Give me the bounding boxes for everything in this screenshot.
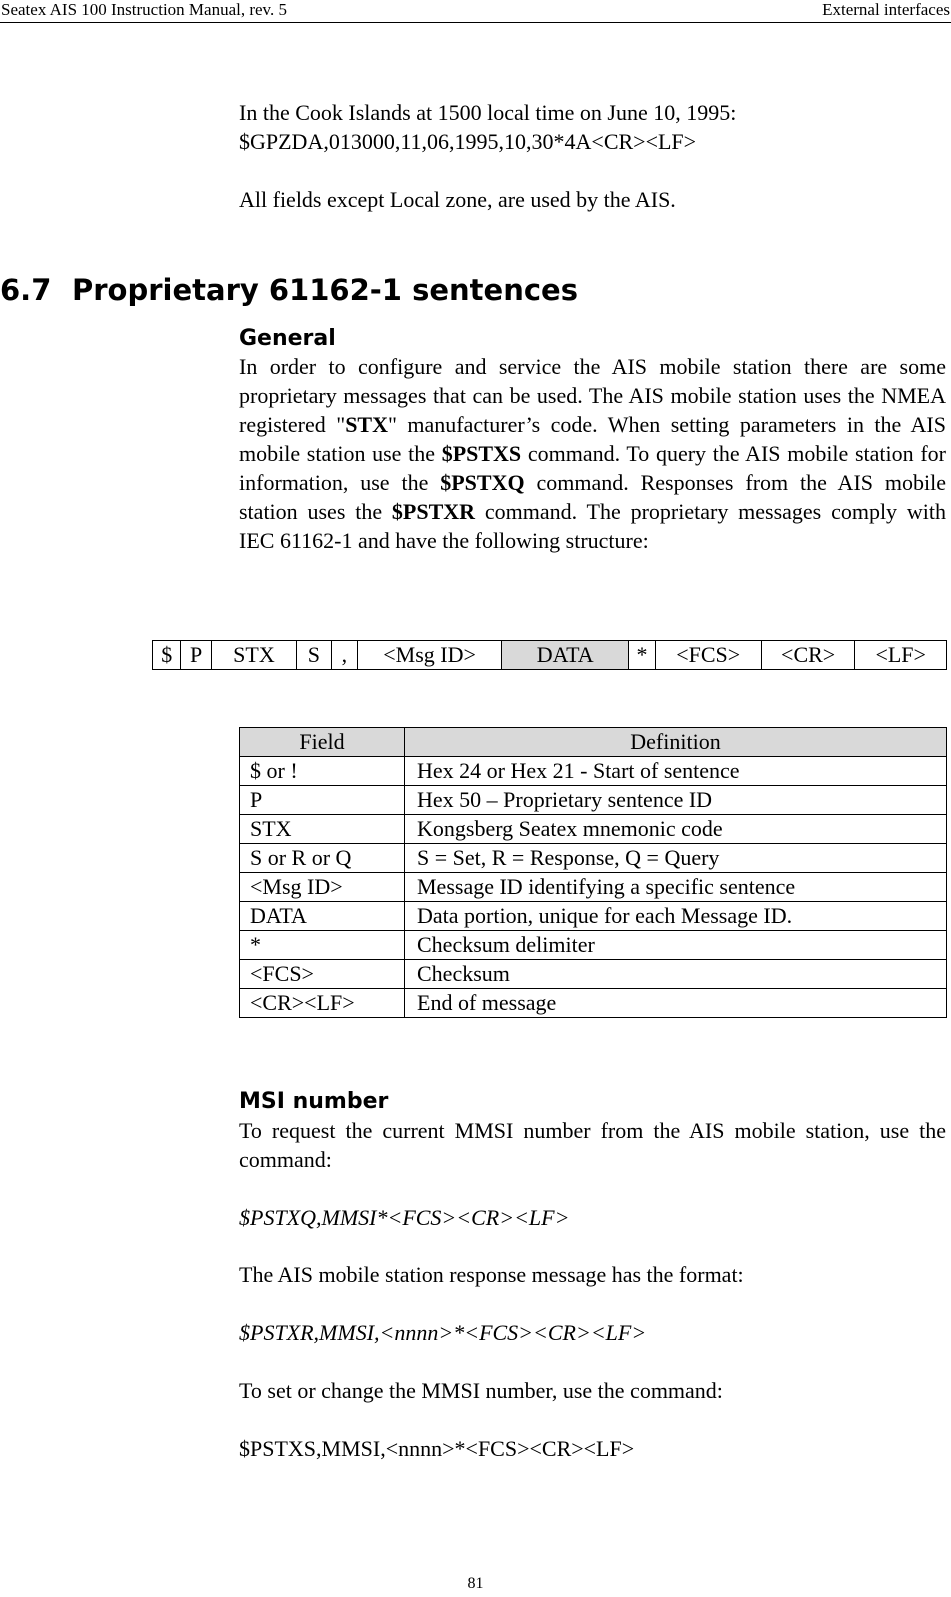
field-cell: <FCS> [240,960,405,989]
general-paragraph: In order to configure and service the AIS mobile station there are some proprietary messages that can be used. The AIS mobile station uses the NMEA registered "STX" manufacturer’s code. When setting parameters in the AIS mobile station use the $PSTXS command. To query the AIS mobile station for information, use the $PSTXQ command. Responses from the AIS mobile station uses the $PSTXR command. The proprietary messages comply with IEC 61162-1 and have the following structure: [239,354,946,553]
intro-example-sentence: $GPZDA,013000,11,06,1995,10,30*4A<CR><LF> [239,129,697,154]
structure-cell: $ [153,641,181,670]
table-row [240,815,947,844]
intro-line-3: All fields except Local zone, are used by the AIS. [239,187,676,212]
field-cell: P [240,786,405,815]
stx-code: STX [345,412,388,437]
section-number: 6.7 [0,273,52,307]
field-cell: <Msg ID> [240,873,405,902]
field-cell: * [240,931,405,960]
running-header [0,0,951,23]
structure-cell: <CR> [761,641,855,670]
msi-heading: MSI number [239,1089,389,1114]
table-row [240,757,947,786]
section-title: Proprietary 61162-1 sentences [72,273,578,307]
query-command: $PSTXQ,MMSI*<FCS><CR><LF> [239,1205,570,1230]
structure-cell: * [629,641,655,670]
field-cell: DATA [240,902,405,931]
table-row [240,931,947,960]
definition-cell: Message ID identifying a specific sentence [405,873,947,902]
field-cell: S or R or Q [240,844,405,873]
definition-cell: Data portion, unique for each Message ID. [405,902,947,931]
definition-cell: Checksum [405,960,947,989]
structure-row [153,641,947,670]
msi-paragraph-2: The AIS mobile station response message has the format: [239,1262,744,1287]
column-header-definition: Definition [405,728,947,757]
definition-cell: End of message [405,989,947,1018]
structure-cell: <Msg ID> [358,641,502,670]
table-row [240,989,947,1018]
definition-cell: Kongsberg Seatex mnemonic code [405,815,947,844]
table-row [240,786,947,815]
field-cell: <CR><LF> [240,989,405,1018]
response-command: $PSTXR,MMSI,<nnnn>*<FCS><CR><LF> [239,1320,647,1345]
pstxr-code: $PSTXR [391,499,476,524]
section-heading [0,272,578,308]
table-row [240,960,947,989]
table-row [240,902,947,931]
set-command: $PSTXS,MMSI,<nnnn>*<FCS><CR><LF> [239,1436,635,1461]
header-manual-title: Seatex AIS 100 Instruction Manual, rev. 5 [1,0,287,19]
field-cell: STX [240,815,405,844]
intro-line-1: In the Cook Islands at 1500 local time on June 10, 1995: [239,100,737,125]
pstxs-code: $PSTXS [441,441,522,466]
sentence-structure-table [152,640,947,670]
definition-cell: Hex 24 or Hex 21 - Start of sentence [405,757,947,786]
structure-cell: <LF> [855,641,947,670]
structure-cell: <FCS> [655,641,761,670]
column-header-field: Field [240,728,405,757]
pstxq-code: $PSTXQ [440,470,525,495]
structure-cell: P [181,641,211,670]
structure-cell-data: DATA [502,641,629,670]
msi-paragraph-3: To set or change the MMSI number, use the command: [239,1378,723,1403]
structure-cell: STX [211,641,296,670]
structure-cell: , [331,641,357,670]
table-header-row [240,728,947,757]
header-chapter-title: External interfaces [822,0,950,19]
definition-cell: S = Set, R = Response, Q = Query [405,844,947,873]
definition-cell: Hex 50 – Proprietary sentence ID [405,786,947,815]
table-row [240,844,947,873]
structure-cell: S [297,641,332,670]
msi-paragraph-1: To request the current MMSI number from the AIS mobile station, use the command: [239,1118,946,1172]
page-number: 81 [467,1575,484,1592]
definition-cell: Checksum delimiter [405,931,947,960]
table-row [240,873,947,902]
general-heading: General [239,326,336,351]
field-cell: $ or ! [240,757,405,786]
field-definition-table [239,727,947,1018]
